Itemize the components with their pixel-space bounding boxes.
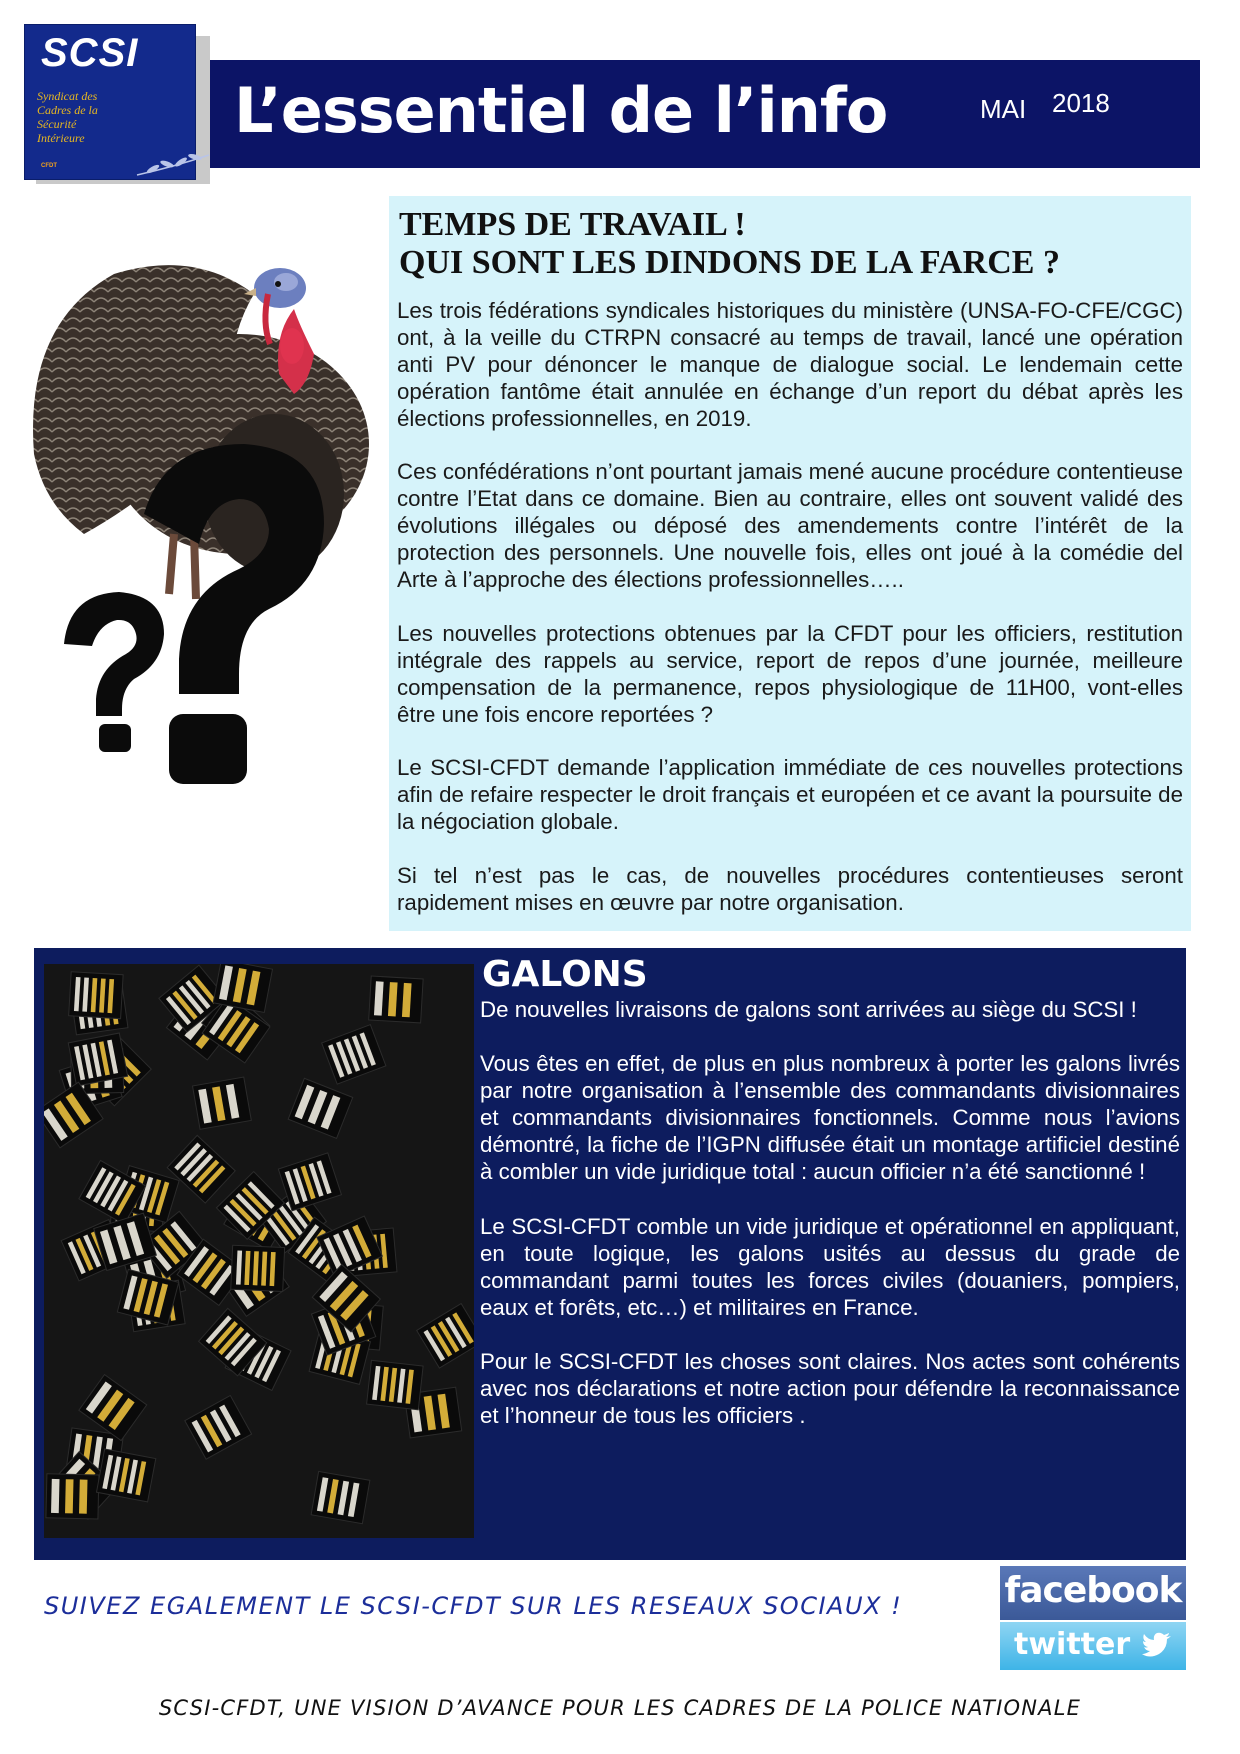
galons-paragraph: Pour le SCSI-CFDT les choses sont claires. Nos actes sont cohérents avec nos déclarations et notre action pour défendre la reconnaissance et l’honneur de tous les officiers .: [480, 1348, 1180, 1429]
article-paragraph: Le SCSI-CFDT demande l’application immédiate de ces nouvelles protections afin de refaire respecter le droit français et européen et ce avant la poursuite de la négociation globale.: [397, 755, 1183, 835]
galons-paragraph: Le SCSI-CFDT comble un vide juridique et opérationnel en appliquant, en toute logique, les galons usités au dessus du grade de commandant parmi toutes les forces civiles (douaniers, pompiers, eaux et forêts, etc…) et militaires en France.: [480, 1213, 1180, 1320]
galons-section: [34, 948, 1186, 1560]
article-working-time: [389, 196, 1191, 931]
social-follow-text: SUIVEZ EGALEMENT LE SCSI-CFDT SUR LES RESEAUX SOCIAUX !: [44, 1592, 903, 1620]
article-paragraph: Ces confédérations n’ont pourtant jamais mené aucune procédure contentieuse contre l’Etat dans ce domaine. Bien au contraire, elles ont souvent validé des évolutions illégales ou déposé des amendements contre l’intérêt de la protection des personnels. Une nouvelle fois, elles ont joué à la comédie del Arte à l’approche des élections professionnelles…..: [397, 459, 1183, 593]
olive-branch-icon: [133, 149, 213, 179]
issue-month: MAI: [980, 94, 1027, 124]
galons-photo: [44, 964, 474, 1538]
article-paragraph: Si tel n’est pas le cas, de nouvelles procédures contentieuses seront rapidement mises en œuvre par notre organisation.: [397, 862, 1183, 915]
facebook-link[interactable]: facebook: [1000, 1566, 1186, 1620]
article-paragraph: Les nouvelles protections obtenues par la CFDT pour les officiers, restitution intégrale des rappels au service, report de repos d’une journée, meilleure compensation de la permanence, repos physiologique de 11H00, vont-elles être une fois encore reportées ?: [397, 620, 1183, 727]
galons-body: [480, 996, 1180, 1429]
logo-subtitle-line: Sécurité: [37, 117, 77, 131]
twitter-label: twitter: [1014, 1627, 1131, 1662]
turkey-question-marks-icon: [24, 254, 374, 824]
galons-title: GALONS: [482, 954, 648, 995]
twitter-bird-icon: [1142, 1632, 1172, 1658]
social-links: [1000, 1566, 1186, 1670]
logo-subtitle: [37, 89, 147, 145]
logo-subtitle-line: Syndicat des: [37, 89, 98, 103]
cfdt-badge: CFDT: [41, 163, 57, 169]
article-title-line1: TEMPS DE TRAVAIL !: [399, 206, 746, 243]
logo-title: SCSI: [41, 31, 139, 75]
galons-text: [480, 954, 1180, 1429]
newsletter-title: L’essentiel de l’info: [234, 74, 888, 147]
twitter-link[interactable]: [1000, 1622, 1186, 1670]
article-title-line2: QUI SONT LES DINDONS DE LA FARCE ?: [399, 244, 1060, 281]
article-body: [397, 298, 1183, 917]
header-banner: [210, 60, 1200, 168]
issue-year: 2018: [1052, 88, 1110, 118]
article-paragraph: Les trois fédérations syndicales historiques du ministère (UNSA-FO-CFE/CGC) ont, à la veille du CTRPN consacré au temps de travail, lancé une opération anti PV pour dénoncer le manque de dialogue social. Le lendemain cette opération fantôme était annulée en échange d’un report du débat après les élections professionnelles, en 2019.: [397, 298, 1183, 431]
footer-tagline: SCSI-CFDT, UNE VISION D’AVANCE POUR LES CADRES DE LA POLICE NATIONALE: [158, 1696, 1082, 1720]
scsi-logo: [24, 24, 196, 180]
logo-subtitle-line: Cadres de la: [37, 103, 98, 117]
logo-subtitle-line: Intérieure: [37, 131, 85, 145]
galons-paragraph: Vous êtes en effet, de plus en plus nombreux à porter les galons livrés par notre organisation à l’ensemble des commandants divisionnaires et commandants divisionnaires fonctionnels. Comme nous l’avions démontré, la fiche de l’IGPN diffusée était un montage artificiel destiné à combler un vide juridique total : aucun officier n’a été sanctionné !: [480, 1051, 1180, 1185]
galons-paragraph: De nouvelles livraisons de galons sont arrivées au siège du SCSI !: [480, 997, 1137, 1022]
